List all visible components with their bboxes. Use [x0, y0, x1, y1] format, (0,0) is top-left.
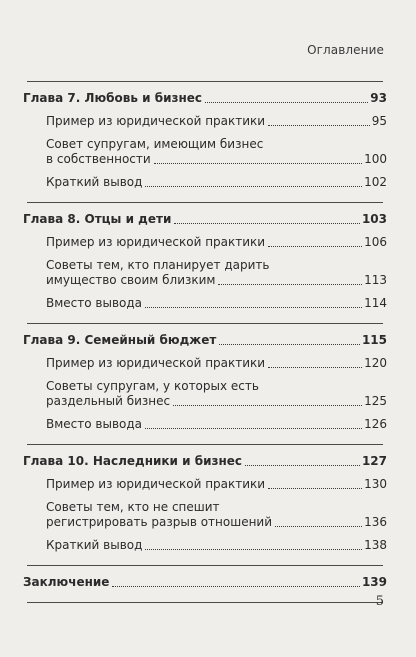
toc-subentry[interactable]: [46, 356, 387, 371]
page-number: 114: [364, 296, 387, 310]
subentry-title: Вместо вывода: [46, 417, 143, 431]
subentry-title: Пример из юридической практики: [46, 114, 266, 128]
subentry-title-line1: Совет супругам, имеющим бизнес: [46, 137, 264, 151]
table-of-contents: [23, 81, 387, 603]
page-number: 138: [364, 538, 387, 552]
subentry-title: раздельный бизнес: [46, 394, 171, 408]
dot-leader: [268, 367, 362, 368]
dot-leader: [174, 223, 360, 224]
chapter-entry[interactable]: [23, 454, 387, 469]
page-number: 93: [370, 91, 387, 105]
dot-leader: [145, 549, 362, 550]
toc-subentry[interactable]: [46, 258, 387, 288]
toc-chapter-9: [23, 324, 387, 444]
dot-leader: [145, 428, 362, 429]
dot-leader: [145, 307, 362, 308]
dot-leader: [173, 405, 362, 406]
chapter-entry[interactable]: [23, 91, 387, 106]
dot-leader: [268, 125, 370, 126]
toc-subentry[interactable]: [46, 114, 387, 129]
chapter-title: Глава 8. Отцы и дети: [23, 212, 172, 226]
subentry-title: Вместо вывода: [46, 296, 143, 310]
page-number: 136: [364, 515, 387, 529]
subentry-title: имущество своим близким: [46, 273, 216, 287]
toc-conclusion: [23, 566, 387, 602]
subentry-title: в собственности: [46, 152, 151, 166]
toc-chapter-10: [23, 445, 387, 565]
toc-subentry[interactable]: [46, 477, 387, 492]
page-number: 127: [361, 454, 387, 468]
toc-subentry[interactable]: [46, 137, 387, 167]
page-number: 139: [361, 575, 387, 589]
chapter-entry[interactable]: [23, 212, 387, 227]
chapter-title: Глава 7. Любовь и бизнес: [23, 91, 202, 105]
page-number: 120: [364, 356, 387, 370]
subentry-title: регистрировать разрыв отношений: [46, 515, 273, 529]
toc-subentry[interactable]: [46, 175, 387, 190]
toc-subentry[interactable]: [46, 379, 387, 409]
page-number: 130: [364, 477, 387, 491]
page-number: 126: [364, 417, 387, 431]
dot-leader: [268, 246, 362, 247]
divider: [27, 602, 383, 603]
page-number: 106: [364, 235, 387, 249]
chapter-entry[interactable]: [23, 575, 387, 590]
dot-leader: [145, 186, 362, 187]
dot-leader: [112, 586, 360, 587]
toc-chapter-7: [23, 82, 387, 202]
page-number: 125: [364, 394, 387, 408]
toc-subentry[interactable]: [46, 538, 387, 553]
toc-subentry[interactable]: [46, 235, 387, 250]
dot-leader: [154, 163, 362, 164]
subentry-title-line1: Советы тем, кто планирует дарить: [46, 258, 270, 272]
subentry-title: Краткий вывод: [46, 175, 143, 189]
subentry-title: Пример из юридической практики: [46, 235, 266, 249]
subentry-title: Пример из юридической практики: [46, 356, 266, 370]
page-number: 100: [364, 152, 387, 166]
folio-page-number: 5: [375, 594, 384, 609]
chapter-title: Глава 10. Наследники и бизнес: [23, 454, 243, 468]
subentry-title: Краткий вывод: [46, 538, 143, 552]
dot-leader: [275, 526, 362, 527]
page-number: 115: [361, 333, 387, 347]
chapter-entry[interactable]: [23, 333, 387, 348]
page-number: 113: [364, 273, 387, 287]
dot-leader: [268, 488, 362, 489]
chapter-title: Глава 9. Семейный бюджет: [23, 333, 217, 347]
dot-leader: [205, 102, 368, 103]
toc-subentry[interactable]: [46, 296, 387, 311]
page-number: 95: [371, 114, 387, 128]
subentry-title: Пример из юридической практики: [46, 477, 266, 491]
toc-subentry[interactable]: [46, 500, 387, 530]
subentry-title-line1: Советы тем, кто не спешит: [46, 500, 220, 514]
dot-leader: [219, 344, 360, 345]
running-head: Оглавление: [307, 43, 384, 57]
chapter-title: Заключение: [23, 575, 110, 589]
toc-subentry[interactable]: [46, 417, 387, 432]
dot-leader: [245, 465, 360, 466]
toc-chapter-8: [23, 203, 387, 323]
subentry-title-line1: Советы супругам, у которых есть: [46, 379, 259, 393]
page-number: 102: [364, 175, 387, 189]
dot-leader: [218, 284, 362, 285]
page-number: 103: [361, 212, 387, 226]
